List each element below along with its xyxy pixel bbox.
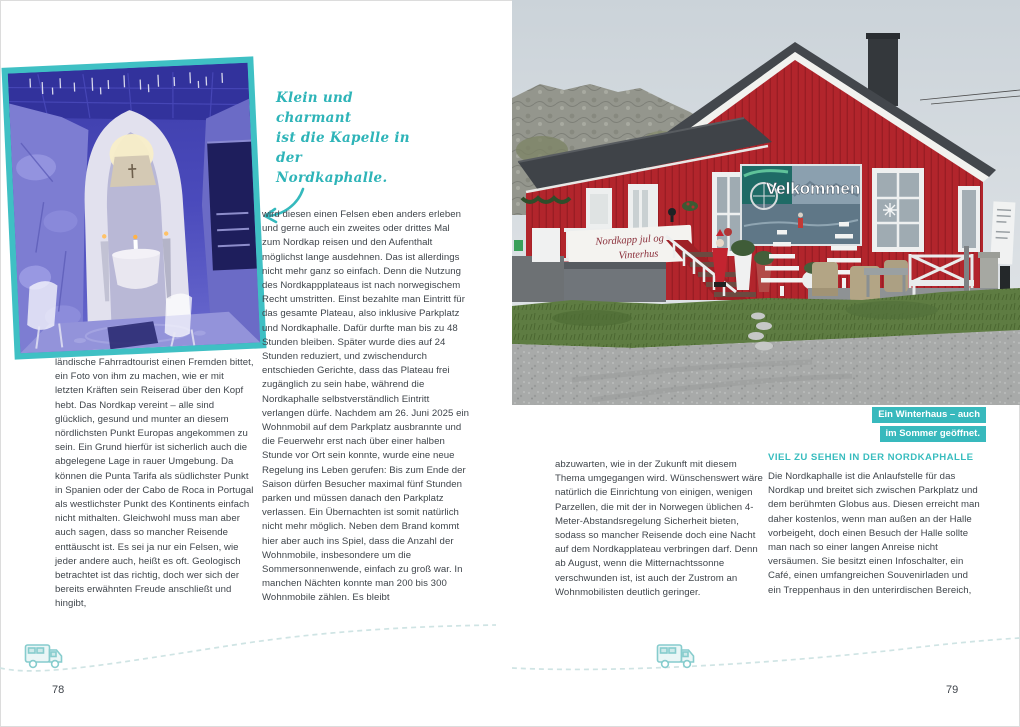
right-page-column-2-text: Die Nordkaphalle ist die Anlaufstelle für das Nordkap und breitet sich zwischen Parkplatz und dem berühmten Globus aus. Diesen erreicht man daher kostenlos, wenn man außen an der Halle vorbeigeht, doch einen Besuch der Halle sollte man nach so einer langen Anreise nicht versäumen. Sie besitzt einen Infoschalter, ein Café, einen umfangreichen Souvenirladen und ein Treppenhaus in den unterirdischen Bereich, [768, 471, 980, 596]
road-line-left [0, 622, 505, 684]
chapel-photo [2, 56, 267, 359]
camper-icon [24, 640, 64, 670]
velkommen-billboard [740, 164, 862, 246]
note-line: Klein und charmant [276, 90, 353, 126]
note-line: ist die Kapelle in der [276, 130, 410, 166]
section-heading: VIEL ZU SEHEN IN DER NORDKAPHALLE [768, 452, 974, 463]
caption-line: Ein Winterhaus – auch [872, 407, 986, 423]
caption-line: im Sommer geöffnet. [880, 426, 987, 442]
camper-icon [656, 640, 696, 670]
page-number-right: 79 [946, 684, 959, 696]
photo-caption [512, 404, 986, 442]
vinterhus-photo [512, 0, 1020, 405]
left-page-column-1: ländische Fahrradtourist einen Fremden bittet, ein Foto von ihm zu machen, wie er mit letzten Kräften sein Reiserad über den Kopf hebt. Das Nordkap vereint – alle sind glücklich, gesund und munter an diesem nördlichsten Punkt Europas angekommen zu sein. Ein Grund hierfür ist sicherlich auch die abgelegene Lage in rauer Umgebung. Da können die Punta Tarifa als südlichster Punkt in Spanien oder der Cabo de Roca in Portugal als westlichster Punkt des Kontinents einfach nicht mithalten. Gleichwohl muss man aber auch sagen, dass so mancher Reisende enttäuscht ist. Es sei ja nur ein Felsen, wie jeder andere auch, heißt es oft. Geologisch betrachtet ist das richtig, doch wer sich der bereits erwähnten Freude anschließt und hingibt, [55, 357, 254, 610]
billboard-text: Velkommen [765, 179, 861, 198]
banner-text-line2: Vinterhus [618, 248, 659, 262]
banner-text-line1: Nordkapp jul og [595, 233, 665, 248]
vinterhus-photo-art [512, 0, 1020, 405]
road-line-right [512, 630, 1020, 678]
note-line: Nordkaphalle. [276, 170, 388, 186]
right-page-column-2 [768, 452, 980, 598]
right-page-column-1: abzuwarten, wie in der Zukunft mit diesem Thema umgegangen wird. Wünschenswert wäre natürlich die Einrichtung von einigen, wenigen Parzellen, die mit der in Norwegen üblichen 4-Meter-Abstandsregelung Sicherheit bieten, sodass so mancher Reisende doch eine Nacht auf dem Nordkapplateau verbringen darf. Denn ab August, wenn die Mitternachtssonne verschwunden ist, ist auch der Zustrom an Wohnmobilisten deutlich geringer. [555, 459, 763, 598]
chapel-photo-art [8, 63, 260, 354]
handwritten-note [276, 88, 421, 188]
page-number-left: 78 [52, 684, 65, 696]
left-page-column-2: wird diesen einen Felsen eben anders erleben und gerne auch ein zweites oder drittes Mal zum Nordkap reisen und den Aufenthalt möglichst lange ausdehnen. Das ist allerdings nicht mehr ganz so einfach. Denn die Nutzung des Nordkappplateaus ist nach norwegischem Recht umstritten. Einst bezahlte man Eintritt für das gesamte Plateau, also inklusive Parkplatz und Nordkaphalle. Dafür durfte man bis zu 48 Stunden bleiben. Später wurde dies auf 24 Stunden reduziert, und zwischendurch entschieden Gerichte, dass das Plateau frei zugänglich zu sein habe, während die Nordkaphalle selbstverständlich Eintritt verlangen dürfe. Nachdem am 26. Juni 2025 ein Wohnmobil auf dem Parkplatz ausbrannte und die Feuerwehr erst nach über einer halben Stunde vor Ort sein konnte, wurde eine neue Regelung ins Leben gerufen: Bis zum Ende der Saison dürfen Besucher maximal fünf Stunden parken und müssen danach den Parkplatz verlassen. Ein Übernachten ist somit natürlich nicht mehr möglich. Neben dem Brand kommt hier aber auch ins Spiel, dass die Anzahl der Wohnmobile, insbesondere um die Sommersonnenwende, einfach zu groß war. In manchen Nächten konnte man 200 bis 300 Wohnmobile zählen. Es bleibt [262, 209, 470, 604]
